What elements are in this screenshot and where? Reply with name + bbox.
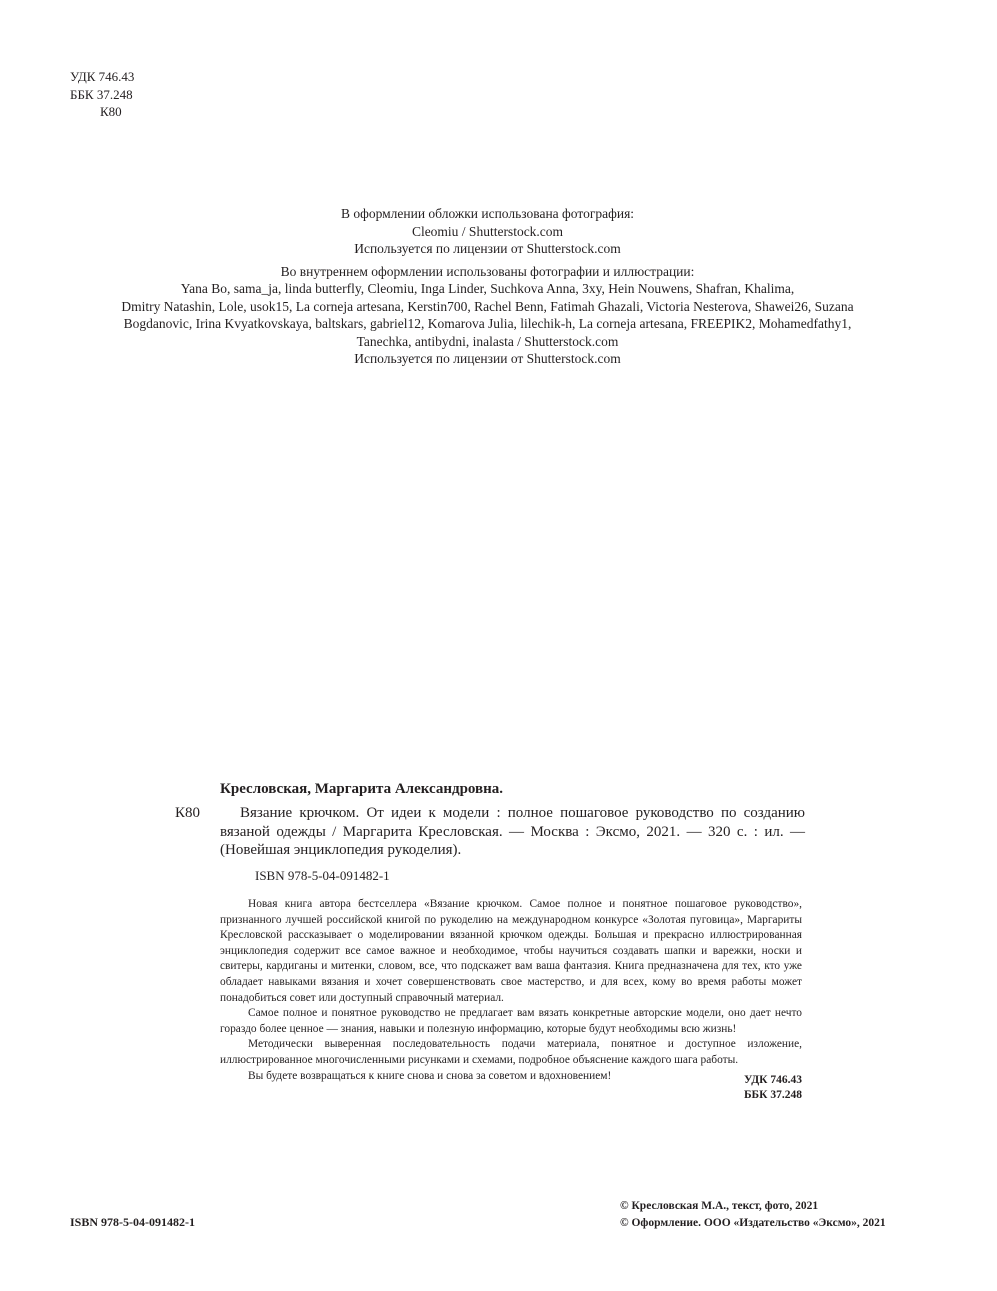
annotation-paragraph: Методически выверенная последовательность подачи материала, понятное и доступное изложение, иллюстрированное многочисленными рисунками и схемами, подробное объяснение каждого шага работы. [220,1038,802,1066]
copyright-design: © Оформление. ООО «Издательство «Эксмо», 2021 [620,1217,886,1229]
cover-license: Используется по лицензии от Shutterstock.com [354,241,621,256]
classification-codes [70,68,134,121]
copyright-author: © Кресловская М.А., текст, фото, 2021 [620,1200,819,1212]
cover-credit-intro: В оформлении обложки использована фотография: [340,206,635,221]
image-credits [60,205,915,368]
udk-code: УДК 746.43 [743,1074,802,1086]
author-mark: К80 [100,104,122,119]
annotation-paragraph: Вы будете возвращаться к книге снова и снова за советом и вдохновением! [248,1069,612,1082]
interior-license: Используется по лицензии от Shutterstock.com [354,351,621,366]
bbk-code: ББК 37.248 [70,86,133,102]
bibliographic-isbn: ISBN 978-5-04-091482-1 [255,868,390,883]
footer-isbn: ISBN 978-5-04-091482-1 [70,1215,195,1229]
cover-credit: Cleomiu / Shutterstock.com [411,223,564,239]
interior-credit-line: Bogdanovic, Irina Kvyatkovskaya, baltskars, gabriel12, Komarova Julia, lilechik-h, La corneja artesana, FREEPIK2, Mohamedfathy1, [123,316,852,331]
udk-code: УДК 746.43 [70,69,135,84]
annotation [220,897,802,1084]
interior-credit-intro: Во внутреннем оформлении использованы фотографии и иллюстрации: [280,263,695,279]
annotation-paragraph: Самое полное и понятное руководство не предлагает вам вязать конкретные авторские модели, оно дает нечто гораздо более ценное — знания, навыки и полезную информацию, которые будут необходимы всю жизнь! [220,1007,802,1035]
copyright [620,1198,886,1232]
interior-credit-line: Tanechka, antibydni, inalasta / Shutterstock.com [356,333,619,349]
bibliographic-mark: К80 [175,805,201,821]
interior-credit-line: Dmitry Natashin, Lole, usok15, La corneja artesana, Kerstin700, Rachel Benn, Fatimah Ghazali, Victoria Nesterova, Shawei26, Suzana [121,298,854,314]
bibliographic-author: Кресловская, Маргарита Александровна. [220,781,504,797]
bibliographic-description: Вязание крючком. От идеи к модели : полное пошаговое руководство по созданию вязаной одежды / Маргарита Кресловская. — Москва : Эксмо, 2021. — 320 с. : ил. — (Новейшая энциклопедия рукоделия). [220,805,805,858]
bbk-code: ББК 37.248 [743,1089,802,1101]
bottom-classification-codes [700,1073,802,1103]
annotation-paragraph: Новая книга автора бестселлера «Вязание крючком. Самое полное и понятное пошаговое руководство», признанного лучшей российской книгой по рукоделию на международном конкурсе «Золотая пуговица», Маргариты Кресловской рассказывает о моделировании вязанной крючком одежды. Большая и прекрасно иллюстрированная энциклопедия содержит все самое важное и необходимое, чтобы научиться создавать шапки и варежки, носки и свитеры, кардиганы и митенки, словом, все, что подскажет вам ваша фантазия. Книга предназначена для тех, кто уже обладает навыками вязания и хочет совершенствовать свое мастерство, и для всех, кому во время работы может понадобиться совет или доступный справочный материал. [220,898,802,1004]
interior-credit-line: Yana Bo, sama_ja, linda butterfly, Cleomiu, Inga Linder, Suchkova Anna, 3xy, Hein Nouwens, Shafran, Khalima, [180,281,795,296]
